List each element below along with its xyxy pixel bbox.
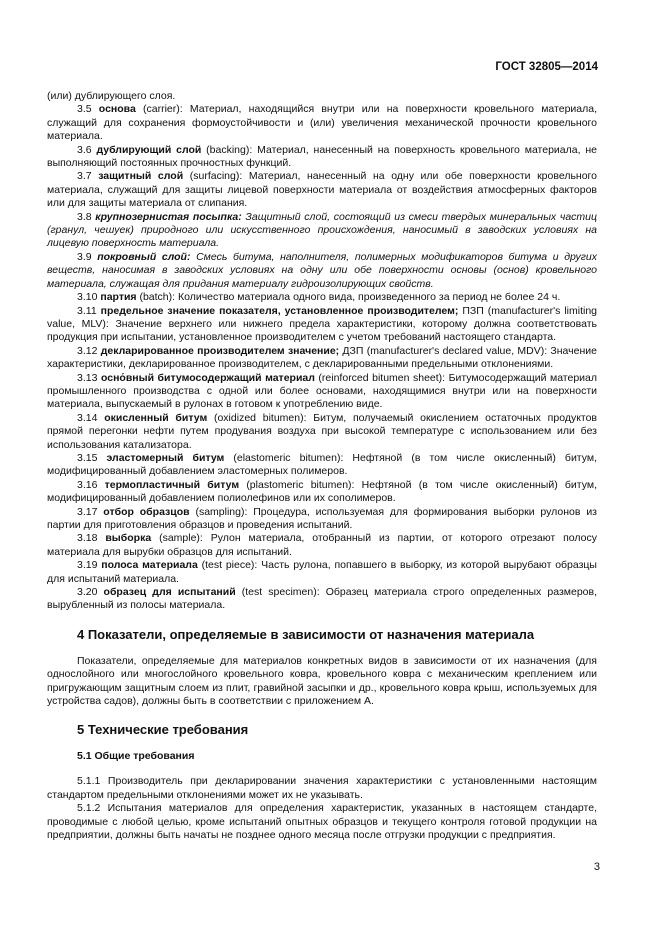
term-3-19: 3.19 полоса материала (test piece): Часть рулона, попавшего в выборку, из которой вырубают образцы для испытаний материала. [47,559,597,585]
section-4-heading: 4 Показатели, определяемые в зависимости от назначения материала [77,626,535,642]
term-name: эластомерный битум [106,451,225,464]
term-name: предельное значение показателя, установленное производителем; [100,304,459,317]
term-name: декларированное производителем значение; [100,344,340,357]
section-4-text: Показатели, определяемые для материалов конкретных видов в зависимости от их назначения (для однослойного или многослойного кровельного ковра, кровельного ковра с механическим креплением или пригружающим защитным слоем из плит, гравийной засыпки и др., кровельного ковра крыш, используемых для устройства садов), должны быть в соответствии с приложением А. [47,654,597,708]
term-name: полоса материала [101,559,198,572]
term-3-6: 3.6 дублирующий слой (backing): Материал, нанесенный на поверхность кровельного материала, не выполняющий постоянных прочностных функций. [47,143,597,170]
document-body [47,90,597,843]
term-name: защитный слой [98,170,184,183]
term-3-20: 3.20 образец для испытаний (test specimen): Образец материала строго определенных размеров, вырубленный из полосы материала. [47,586,597,612]
term-3-7: 3.7 защитный слой (surfacing): Материал, нанесенный на одну или обе поверхности кровельного материала, служащий для защиты лицевой поверхности материала от воздействия атмосферных факторов или для защиты материала от слипания. [47,170,597,210]
continuation-text: (или) дублирующего слоя. [47,90,176,102]
clause-5-1-2: 5.1.2 Испытания материалов для определения характеристик, указанных в настоящем стандарте, проводимые с любой целью, кроме испытаний опытных образцов и текущего контроля готовой продукции на предприятии, должны быть начаты не позднее одного месяца после отгрузки продукции с предприятия. [47,802,597,842]
term-3-9: 3.9 покровный слой: Смесь битума, наполнителя, полимерных модификаторов битума и других веществ, наносимая в заводских условиях на одну или обе поверхности основы (основ) кровельного материала, служащая для придания материалу гидроизолирующих свойств. [47,250,598,290]
term-3-13: 3.13 осно́вный битумосодержащий материал (reinforced bitumen sheet): Битумосодержащий материал промышленного производства с одной или более основами, находящимися внутри или на поверхности материала, выпускаемый в рулонах в готовом к употреблению виде. [47,371,598,411]
term-3-16: 3.16 термопластичный битум (plastomeric bitumen): Нефтяной (в том числе окисленный) битум, модифицированный добавлением полиолефинов или их сополимеров. [47,478,597,505]
term-3-17: 3.17 отбор образцов (sampling): Процедура, используемая для формирования выборки рулонов из партии для приготовления образцов и проведения испытаний. [47,505,597,531]
term-3-18: 3.18 выборка (sample): Рулон материала, отобранный из партии, от которого отрезают полосу материала для вырубки образцов для испытаний. [47,532,597,558]
term-name: дублирующий слой [96,143,202,156]
term-3-5: 3.5 основа (carrier): Материал, находящийся внутри или на поверхности кровельного материала, служащий для сохранения формоустойчивости и (или) увеличения механической прочности кровельного материала. [47,103,598,143]
subsection-5-1-heading: 5.1 Общие требования [77,750,195,763]
clause-5-1-1: 5.1.1 Производитель при декларировании значения характеристики с установленными настоящим стандартом предельными отклонениями может их не указывать. [47,775,597,801]
term-3-10: 3.10 партия (batch): Количество материала одного вида, произведенного за период не более 24 ч. [77,291,561,304]
term-name: термопластичный битум [104,478,240,491]
term-name: основа [98,103,136,116]
term-name: окисленный битум [104,411,208,424]
term-3-15: 3.15 эластомерный битум (elastomeric bitumen): Нефтяной (в том числе окисленный) битум, модифицированный добавлением эластомерных полимеров. [47,451,598,478]
term-name: партия [100,291,137,304]
term-name: отбор образцов [103,505,190,518]
term-3-11: 3.11 предельное значение показателя, установленное производителем; ПЗП (manufacturer's limiting value, MLV): Значение верхнего или нижнего предела характеристики, которому должна соответствовать продукция при испытании, установленное производителем с учетом требований настоящего стандарта. [47,304,597,344]
term-3-14: 3.14 окисленный битум (oxidized bitumen): Битум, получаемый окислением остаточных продуктов прямой перегонки нефти путем продувания воздуха при высокой температуре с использованием или без использования катализатора. [47,411,598,451]
term-3-8: 3.8 крупнозернистая посыпка: Защитный слой, состоящий из смеси твердых минеральных частиц (гранул, чешуек) природного или искусственного происхождения, наносимый в заводских условиях на лицевую поверхность материала. [47,210,597,250]
term-name: образец для испытаний [103,586,236,599]
term-name: осно́вный битумосодержащий материал [100,371,315,384]
term-3-12: 3.12 декларированное производителем значение; ДЗП (manufacturer's declared value, MDV): Значение характеристики, декларированное производителем, с декларированными предельными отклонениями. [47,344,597,371]
section-5-heading: 5 Технические требования [77,722,249,738]
term-name: крупнозернистая посыпка: [95,210,242,223]
term-name: выборка [105,532,152,545]
page-number: 3 [593,861,600,873]
gost-header: ГОСТ 32805—2014 [495,61,598,73]
term-name: покровный слой: [97,250,191,263]
